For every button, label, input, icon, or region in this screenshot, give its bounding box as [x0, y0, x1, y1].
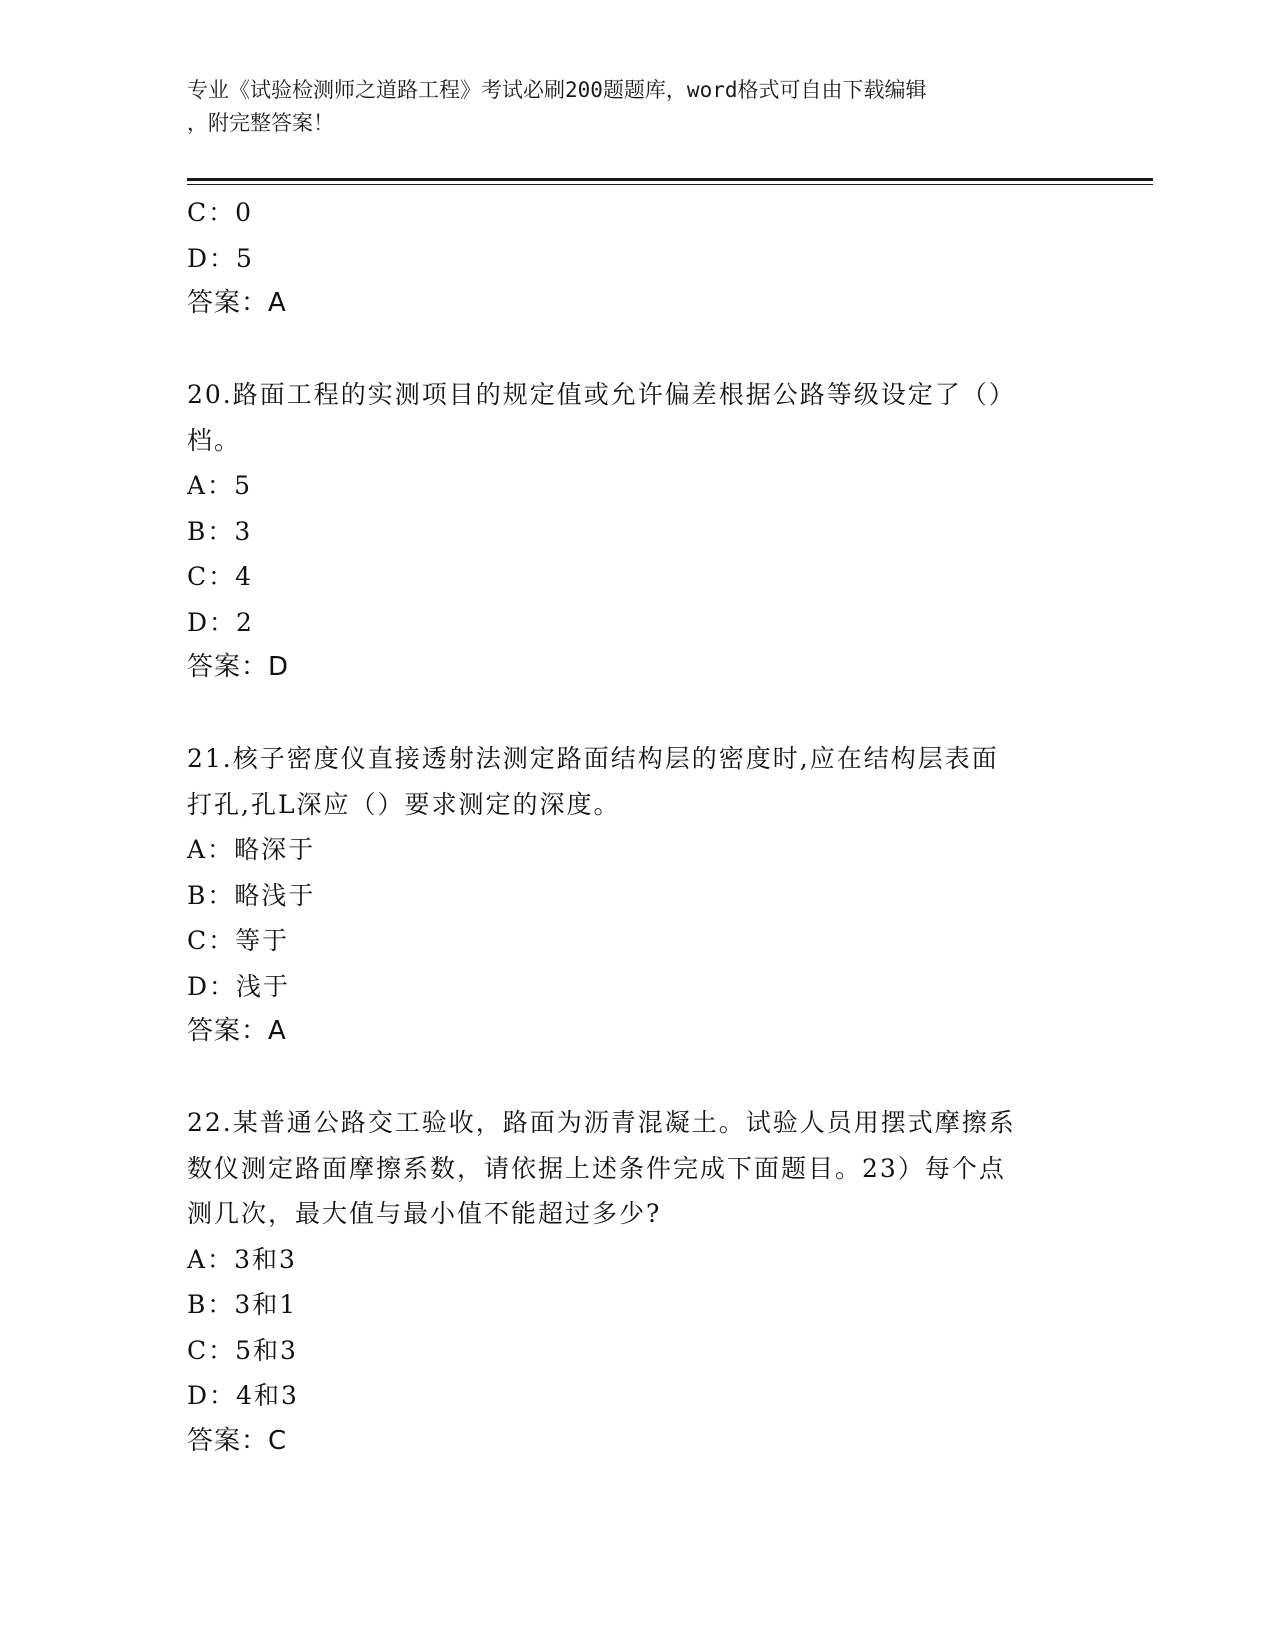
- option-d: D：5: [187, 243, 254, 273]
- question-text-line: 打孔,孔L深应（）要求测定的深度。: [187, 789, 621, 819]
- question-21: [187, 736, 1087, 1055]
- question-20: [187, 372, 1087, 691]
- header-line-2: ，附完整答案！: [187, 111, 334, 135]
- option-d: D：2: [187, 607, 254, 637]
- option-c: C：5和3: [187, 1335, 298, 1365]
- option-d: D：浅于: [187, 971, 291, 1001]
- spacer: [187, 327, 1087, 373]
- question-text-line: 测几次，最大值与最小值不能超过多少?: [187, 1199, 662, 1228]
- option-a: A：5: [187, 471, 252, 500]
- option-c: C：等于: [187, 926, 290, 955]
- option-b: B：3和1: [187, 1290, 298, 1319]
- question-text-line: 21.核子密度仪直接透射法测定路面结构层的密度时,应在结构层表面: [187, 744, 999, 773]
- option-d: D：4和3: [187, 1381, 299, 1410]
- answer-line: 答案：A: [187, 288, 287, 318]
- option-c: C：4: [187, 562, 254, 591]
- document-body: [187, 190, 1087, 1464]
- spacer: [187, 1055, 1087, 1101]
- answer-line: 答案：D: [187, 652, 290, 682]
- question-text-line: 数仪测定路面摩擦系数，请依据上述条件完成下面题目。23）每个点: [187, 1153, 1006, 1183]
- header-rule-thin: [187, 184, 1153, 185]
- question-text-line: 22.某普通公路交工验收，路面为沥青混凝土。试验人员用摆式摩擦系: [187, 1108, 1016, 1137]
- question-22: [187, 1100, 1087, 1464]
- option-b: B：略浅于: [187, 880, 316, 910]
- header-line-1: 专业《试验检测师之道路工程》考试必刷200题题库，word格式可自由下载编辑: [187, 78, 927, 102]
- question-text-line: 20.路面工程的实测项目的规定值或允许偏差根据公路等级设定了（）: [187, 380, 1016, 409]
- answer-line: 答案：C: [187, 1425, 288, 1456]
- question-text-line: 档。: [187, 425, 242, 455]
- document-header: [187, 74, 1067, 140]
- option-a: A：略深于: [187, 835, 316, 864]
- previous-question-tail: [187, 190, 1087, 327]
- option-a: A：3和3: [187, 1244, 297, 1274]
- spacer: [187, 691, 1087, 737]
- header-rule-thick: [187, 178, 1153, 181]
- answer-line: 答案：A: [187, 1016, 287, 1046]
- option-c: C：0: [187, 198, 254, 227]
- option-b: B：3: [187, 516, 253, 546]
